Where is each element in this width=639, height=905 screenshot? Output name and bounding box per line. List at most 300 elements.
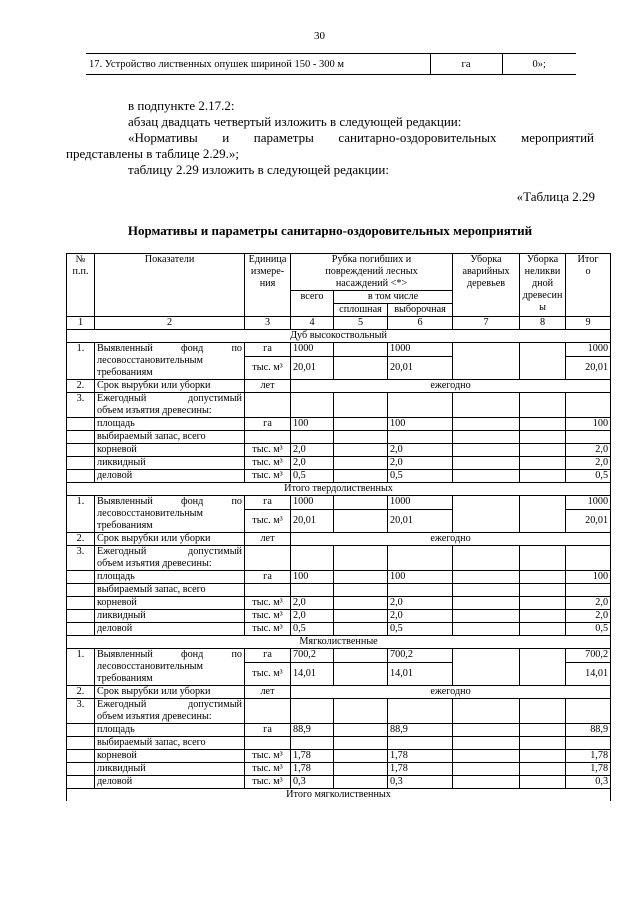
empty-cell [520, 431, 566, 444]
header-line: ния [259, 278, 276, 289]
row-number [67, 584, 95, 597]
value-selective: 0,5 [388, 470, 453, 483]
root-row [67, 597, 611, 610]
paragraph-3-line-1: «Нормативы и параметры санитарно-оздоровительных мероприятий [128, 130, 594, 145]
value-selective: 2,0 [388, 610, 453, 623]
value-sum: 1000 [566, 343, 611, 357]
value-windfall [453, 470, 520, 483]
value-clear [334, 663, 388, 686]
period-value: ежегодно [291, 380, 611, 393]
value-sum: 1,78 [566, 763, 611, 776]
value-windfall [453, 623, 520, 636]
row-unit: га [245, 571, 291, 584]
page-number: 30 [314, 30, 325, 42]
value-windfall [453, 418, 520, 431]
empty-cell [520, 546, 566, 571]
value-clear [334, 750, 388, 763]
row-label: корневой [95, 750, 245, 763]
value-windfall [453, 776, 520, 789]
liquid-row [67, 457, 611, 470]
header-line: Итог [577, 254, 599, 265]
empty-cell [520, 584, 566, 597]
value-selective: 1,78 [388, 763, 453, 776]
section-title-row [67, 483, 611, 496]
value-illiquid [520, 571, 566, 584]
section-title: Итого твердолиственных [67, 483, 611, 496]
column-number: 8 [520, 317, 566, 330]
empty-cell [388, 546, 453, 571]
value-sum: 2,0 [566, 444, 611, 457]
empty-cell [245, 699, 291, 724]
row-number [67, 750, 95, 763]
table-reference: «Таблица 2.29 [516, 189, 595, 204]
value-sum: 100 [566, 571, 611, 584]
fund-row [67, 343, 611, 357]
empty-cell [291, 431, 334, 444]
section-title: Мягколиственные [67, 636, 611, 649]
value-illiquid [520, 623, 566, 636]
value-sum: 14,01 [566, 663, 611, 686]
period-row [67, 380, 611, 393]
volume-label-line-2: объем изъятия древесины: [97, 558, 212, 569]
fund-label-line-2: лесовосстановительным [97, 355, 203, 366]
fund-label-line-1: Выявленный фонд по [97, 343, 242, 354]
value-sum: 100 [566, 418, 611, 431]
value-windfall [453, 444, 520, 457]
row-number [67, 444, 95, 457]
value-windfall [453, 763, 520, 776]
table-title: Нормативы и параметры санитарно-оздоровительных мероприятий [127, 223, 533, 238]
section-title-row [67, 789, 611, 802]
value-illiquid [520, 457, 566, 470]
row-number [67, 737, 95, 750]
value-sum: 0,5 [566, 470, 611, 483]
row-label [95, 649, 245, 686]
empty-cell [453, 546, 520, 571]
row-unit: тыс. м³ [245, 510, 291, 533]
row-number: 2. [67, 380, 95, 393]
empty-cell [388, 393, 453, 418]
value-clear [334, 571, 388, 584]
empty-cell [520, 393, 566, 418]
row-label: ликвидный [95, 763, 245, 776]
row-label: корневой [95, 597, 245, 610]
empty-cell [453, 584, 520, 597]
volume-label-line-1: Ежегодный допустимый [97, 699, 242, 710]
area-row [67, 724, 611, 737]
header-line: Уборка [470, 254, 502, 265]
row-number [67, 431, 95, 444]
fund-label-line-1: Выявленный фонд по [97, 649, 242, 660]
value-clear [334, 496, 388, 510]
header-clear: сплошная [334, 304, 388, 317]
section-title: Итого мягколиственных [67, 789, 611, 802]
header-selective: выборочная [388, 304, 453, 317]
row-number: 3. [67, 699, 95, 724]
value-clear [334, 597, 388, 610]
value-selective: 1,78 [388, 750, 453, 763]
section-title-row [67, 330, 611, 343]
empty-cell [334, 584, 388, 597]
value-selective: 20,01 [388, 510, 453, 533]
value-windfall [453, 649, 520, 686]
row-number [67, 623, 95, 636]
header-num [67, 254, 95, 317]
value-total: 20,01 [291, 357, 334, 380]
value-sum: 0,5 [566, 623, 611, 636]
header-felling [291, 254, 453, 291]
empty-cell [566, 393, 611, 418]
empty-cell [334, 393, 388, 418]
value-illiquid [520, 343, 566, 380]
top-row-unit: га [430, 54, 502, 75]
value-selective: 2,0 [388, 457, 453, 470]
row-label: выбираемый запас, всего [95, 584, 245, 597]
empty-cell [453, 699, 520, 724]
column-number: 9 [566, 317, 611, 330]
value-illiquid [520, 649, 566, 686]
header-illiquid [520, 254, 566, 317]
header-line: Рубка погибших и [331, 254, 412, 265]
row-label: площадь [95, 418, 245, 431]
empty-cell [245, 393, 291, 418]
fund-row [67, 496, 611, 510]
row-label: Срок вырубки или уборки [95, 380, 245, 393]
row-number [67, 776, 95, 789]
row-number [67, 470, 95, 483]
value-illiquid [520, 763, 566, 776]
paragraph-2: абзац двадцать четвертый изложить в следующей редакции: [128, 114, 462, 129]
empty-cell [334, 431, 388, 444]
empty-cell [388, 699, 453, 724]
row-number: 1. [67, 343, 95, 380]
value-total: 14,01 [291, 663, 334, 686]
row-number [67, 418, 95, 431]
section-title: Дуб высокоствольный [67, 330, 611, 343]
volume-label-line-1: Ежегодный допустимый [97, 393, 242, 404]
empty-cell [388, 584, 453, 597]
row-unit [245, 584, 291, 597]
value-total: 2,0 [291, 610, 334, 623]
value-sum: 1,78 [566, 750, 611, 763]
empty-cell [566, 431, 611, 444]
row-number: 1. [67, 649, 95, 686]
volume-label-line-1: Ежегодный допустимый [97, 546, 242, 557]
value-total: 1,78 [291, 750, 334, 763]
fund-label-line-3: требованиям [97, 673, 153, 684]
row-number [67, 597, 95, 610]
business-row [67, 776, 611, 789]
row-label: площадь [95, 724, 245, 737]
row-label: Срок вырубки или уборки [95, 686, 245, 699]
empty-cell [566, 546, 611, 571]
value-selective: 14,01 [388, 663, 453, 686]
value-total: 100 [291, 571, 334, 584]
row-unit: тыс. м³ [245, 750, 291, 763]
row-label [95, 496, 245, 533]
value-sum: 88,9 [566, 724, 611, 737]
period-row [67, 533, 611, 546]
column-number: 6 [388, 317, 453, 330]
row-number: 3. [67, 546, 95, 571]
row-label: деловой [95, 776, 245, 789]
row-unit [245, 737, 291, 750]
value-clear [334, 623, 388, 636]
value-illiquid [520, 496, 566, 533]
value-windfall [453, 343, 520, 380]
value-total: 2,0 [291, 457, 334, 470]
row-unit: тыс. м³ [245, 776, 291, 789]
header-line: Уборка [526, 254, 559, 265]
row-unit: тыс. м³ [245, 610, 291, 623]
value-clear [334, 724, 388, 737]
header-including: в том числе [334, 291, 453, 304]
fund-label-line-2: лесовосстановительным [97, 661, 203, 672]
period-row [67, 686, 611, 699]
value-clear [334, 763, 388, 776]
root-row [67, 444, 611, 457]
volume-label-line-2: объем изъятия древесины: [97, 405, 212, 416]
column-number: 7 [453, 317, 520, 330]
row-label: выбираемый запас, всего [95, 431, 245, 444]
paragraph-3-line-2: представлены в таблице 2.29.»; [66, 146, 240, 161]
row-unit [245, 431, 291, 444]
liquid-row [67, 763, 611, 776]
paragraph-4: таблицу 2.29 изложить в следующей редакции: [128, 162, 389, 177]
period-value: ежегодно [291, 533, 611, 546]
empty-cell [566, 584, 611, 597]
top-row-label: 17. Устройство лиственных опушек шириной 150 - 300 м [86, 54, 430, 75]
value-clear [334, 649, 388, 663]
empty-cell [291, 699, 334, 724]
value-total: 1000 [291, 343, 334, 357]
business-row [67, 470, 611, 483]
row-label [95, 699, 245, 724]
value-total: 2,0 [291, 444, 334, 457]
value-total: 0,5 [291, 470, 334, 483]
row-number [67, 457, 95, 470]
value-selective: 1000 [388, 343, 453, 357]
value-sum: 20,01 [566, 357, 611, 380]
value-clear [334, 610, 388, 623]
row-number [67, 571, 95, 584]
value-sum: 700,2 [566, 649, 611, 663]
value-total: 2,0 [291, 597, 334, 610]
row-label: ликвидный [95, 457, 245, 470]
value-windfall [453, 750, 520, 763]
value-selective: 1000 [388, 496, 453, 510]
header-line: насаждений <*> [335, 278, 408, 289]
value-total: 88,9 [291, 724, 334, 737]
value-illiquid [520, 610, 566, 623]
business-row [67, 623, 611, 636]
value-windfall [453, 571, 520, 584]
column-number: 3 [245, 317, 291, 330]
value-selective: 0,3 [388, 776, 453, 789]
value-sum: 2,0 [566, 597, 611, 610]
value-windfall [453, 457, 520, 470]
value-total: 0,3 [291, 776, 334, 789]
row-unit: тыс. м³ [245, 763, 291, 776]
area-row [67, 418, 611, 431]
row-number: 2. [67, 686, 95, 699]
empty-cell [334, 699, 388, 724]
header-sum [566, 254, 611, 317]
header-line: измере- [250, 266, 285, 277]
row-unit: тыс. м³ [245, 444, 291, 457]
value-clear [334, 776, 388, 789]
row-unit: га [245, 649, 291, 663]
row-label: выбираемый запас, всего [95, 737, 245, 750]
row-unit: тыс. м³ [245, 663, 291, 686]
empty-cell [520, 737, 566, 750]
empty-cell [520, 699, 566, 724]
value-clear [334, 457, 388, 470]
value-windfall [453, 724, 520, 737]
empty-cell [291, 737, 334, 750]
empty-cell [453, 393, 520, 418]
value-selective: 700,2 [388, 649, 453, 663]
header-total: всего [291, 291, 334, 317]
row-label: деловой [95, 623, 245, 636]
row-number [67, 610, 95, 623]
value-windfall [453, 610, 520, 623]
fund-label-line-2: лесовосстановительным [97, 508, 203, 519]
value-sum: 2,0 [566, 457, 611, 470]
header-line: дной [531, 278, 554, 289]
value-illiquid [520, 724, 566, 737]
header-line: аварийных [462, 266, 510, 277]
empty-cell [291, 584, 334, 597]
value-selective: 2,0 [388, 444, 453, 457]
row-label: Срок вырубки или уборки [95, 533, 245, 546]
header-line: Единица [248, 254, 287, 265]
value-sum: 20,01 [566, 510, 611, 533]
root-row [67, 750, 611, 763]
section-title-row [67, 636, 611, 649]
value-illiquid [520, 597, 566, 610]
row-unit: га [245, 496, 291, 510]
empty-cell [453, 431, 520, 444]
value-clear [334, 510, 388, 533]
value-illiquid [520, 750, 566, 763]
header-line: повреждений лесных [325, 266, 418, 277]
fund-row [67, 649, 611, 663]
row-label: корневой [95, 444, 245, 457]
row-number [67, 724, 95, 737]
column-numbers-row [67, 317, 611, 330]
header-line: неликви [524, 266, 561, 277]
row-unit: лет [245, 686, 291, 699]
area-row [67, 571, 611, 584]
value-illiquid [520, 418, 566, 431]
row-label [95, 393, 245, 418]
empty-cell [334, 546, 388, 571]
value-selective: 20,01 [388, 357, 453, 380]
row-label: деловой [95, 470, 245, 483]
empty-cell [566, 699, 611, 724]
column-number: 2 [95, 317, 245, 330]
header-line: ы [539, 302, 546, 313]
value-total: 1,78 [291, 763, 334, 776]
row-unit: га [245, 343, 291, 357]
liquid-row [67, 610, 611, 623]
top-row-value: 0»; [502, 54, 576, 75]
value-total: 1000 [291, 496, 334, 510]
row-label [95, 343, 245, 380]
row-unit: тыс. м³ [245, 357, 291, 380]
period-value: ежегодно [291, 686, 611, 699]
value-selective: 88,9 [388, 724, 453, 737]
header-line: о [585, 266, 591, 277]
row-unit: га [245, 418, 291, 431]
value-illiquid [520, 776, 566, 789]
value-total: 20,01 [291, 510, 334, 533]
header-unit [245, 254, 291, 317]
header-row [67, 254, 611, 291]
stock-row [67, 431, 611, 444]
row-label [95, 546, 245, 571]
value-selective: 2,0 [388, 597, 453, 610]
value-selective: 0,5 [388, 623, 453, 636]
empty-cell [453, 737, 520, 750]
value-windfall [453, 597, 520, 610]
value-selective: 100 [388, 418, 453, 431]
empty-cell [334, 737, 388, 750]
row-unit: тыс. м³ [245, 623, 291, 636]
volume-row [67, 546, 611, 571]
value-total: 700,2 [291, 649, 334, 663]
column-number: 1 [67, 317, 95, 330]
header-line: № [75, 254, 86, 265]
value-clear [334, 357, 388, 380]
row-unit: тыс. м³ [245, 597, 291, 610]
empty-cell [291, 546, 334, 571]
header-windfall [453, 254, 520, 317]
row-number: 1. [67, 496, 95, 533]
row-unit: тыс. м³ [245, 457, 291, 470]
row-number: 2. [67, 533, 95, 546]
empty-cell [388, 431, 453, 444]
column-number: 4 [291, 317, 334, 330]
empty-cell [291, 393, 334, 418]
value-sum: 1000 [566, 496, 611, 510]
volume-row [67, 699, 611, 724]
empty-cell [388, 737, 453, 750]
value-windfall [453, 496, 520, 533]
header-line: п.п. [72, 266, 89, 277]
value-sum: 0,3 [566, 776, 611, 789]
value-illiquid [520, 444, 566, 457]
row-label: площадь [95, 571, 245, 584]
stock-row [67, 737, 611, 750]
volume-label-line-2: объем изъятия древесины: [97, 711, 212, 722]
value-clear [334, 343, 388, 357]
value-clear [334, 470, 388, 483]
header-line: древесин [522, 290, 563, 301]
volume-row [67, 393, 611, 418]
value-selective: 100 [388, 571, 453, 584]
paragraph-1: в подпункте 2.17.2: [128, 98, 235, 113]
value-clear [334, 444, 388, 457]
row-label: ликвидный [95, 610, 245, 623]
value-total: 0,5 [291, 623, 334, 636]
row-unit: лет [245, 533, 291, 546]
norms-table [66, 253, 611, 801]
previous-table-last-row [86, 53, 576, 75]
row-unit: тыс. м³ [245, 470, 291, 483]
column-number: 5 [334, 317, 388, 330]
